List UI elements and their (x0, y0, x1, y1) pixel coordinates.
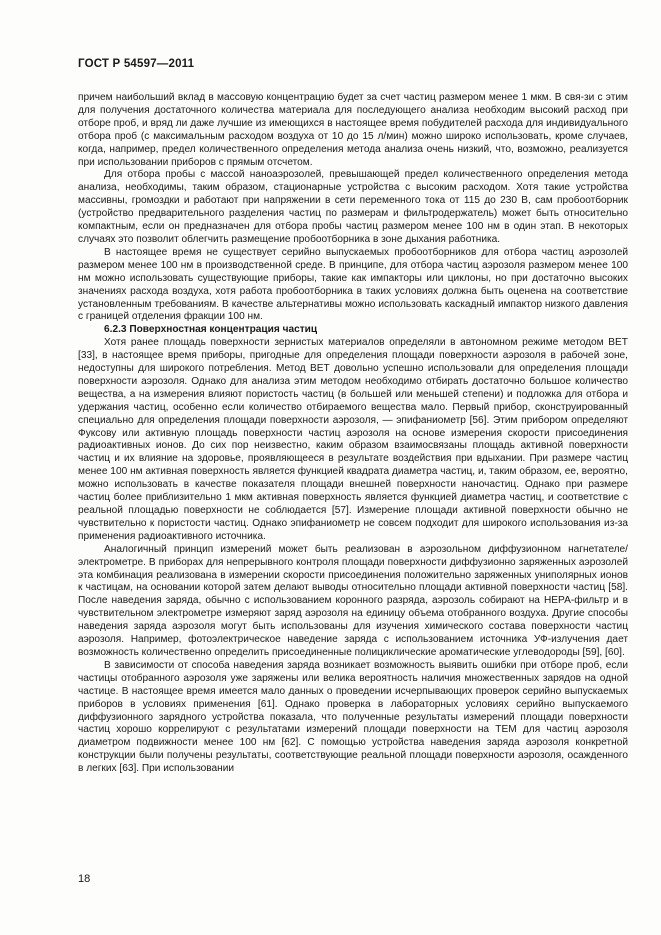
paragraph: В зависимости от способа наведения заряда возникает возможность выявить ошибки при отборе проб, если частицы отобранного аэрозоля уже заряжены или велика вероятность наличия множественных зарядов на одной частице. В настоящее время имеется мало данных о проведении исчерпывающих проверок серийно выпускаемых приборов в условиях применения [61]. Однако проверка в лабораторных условиях серийно выпускаемого диффузионного зарядного устройства показала, что полученные результаты измерений площади поверхности частиц хорошо коррелируют с результатами измерений площади поверхности на ТЕМ для частиц аэрозоля диаметром подвижности менее 100 нм [62]. С помощью устройства наведения заряда аэрозоля конкретной конструкции были получены результаты, соответствующие реальной площади поверхности аэрозоля, осажденного в легких [63]. При использовании (78, 659, 628, 775)
paragraph: Хотя ранее площадь поверхности зернистых материалов определяли в автономном режиме методом ВЕТ [33], в настоящее время приборы, пригодные для определения площади поверхности аэрозоля в рабочей зоне, недоступны для широкого потребления. Метод ВЕТ довольно успешно использовали для определения площади поверхности аэрозоля. Однако для анализа этим методом необходимо отбирать достаточно большое количество вещества, а на измерения влияют пористость частиц (в большей или меньшей степени) и подложка для отбора и удержания частиц, особенно если количество отбираемого вещества мало. Первый прибор, сконструированный специально для определения площади поверхности аэрозоля, — эпифаниометр [56]. Этим прибором определяют Фуксову или активную площадь поверхности частиц аэрозоля на основе измерения скорости присоединения радиоактивных ионов. До сих пор неизвестно, каким образом взаимосвязаны площадь активной поверхности частиц и их влияние на здоровье, проявляющееся в результате воздействия при вдыхании. При размере частиц менее 100 нм активная поверхность является функцией квадрата диаметра частиц, и, таким образом, ее, вероятно, можно использовать в качестве показателя площади внешней поверхности наночастиц. Однако при размере частиц более приблизительно 1 мкм активная поверхность является функцией диаметра частиц, и соответствие с реальной площадью поверхности не соблюдается [57]. Измерение площади активной поверхности обычно не чувствительно к пористости частиц. Однако эпифаниометр не совсем подходит для широкого использования из-за применения радиоактивного источника. (78, 337, 628, 542)
paragraph: Аналогичный принцип измерений может быть реализован в аэрозольном диффузионном нагнетателе/электрометре. В приборах для непрерывного контроля площади поверхности диффузионно заряженных аэрозолей эта комбинация реализована в измерении скорости присоединения положительно заряженных униполярных ионов к частицам, на основании которой затем делают выводы относительно площади активной поверхности частиц [58]. После наведения заряда, обычно с использованием коронного разряда, аэрозоль собирают на НЕРА-фильтр и в чувствительном электрометре измеряют заряд аэрозоля на единицу объема отобранного воздуха. Другие способы наведения заряда аэрозоля могут быть использованы для изучения химического состава поверхности частиц аэрозоля. Например, фотоэлектрическое наведение заряда с использованием источника УФ-излучения дает возможность количественно определить присоединенные полициклические ароматические углеводороды [59], [60]. (78, 543, 628, 658)
paragraph: Для отбора пробы с массой наноаэрозолей, превышающей предел количественного определения метода анализа, необходимы, таким образом, стационарные устройства с высоким расходом. Хотя такие устройства массивны, громоздки и работают при напряжении в сети переменного тока от 115 до 230 В, сам пробоотборник (устройство предварительного разделения частиц по размерам и фильтродержатель) может быть относительно компактным, если он предназначен для отбора пробы частиц размером менее 100 нм в один этап. В некоторых случаях это позволит облегчить размещение пробоотборника в зоне дыхания работника. (78, 169, 628, 245)
document-header: ГОСТ Р 54597—2011 (78, 58, 195, 70)
document-body (78, 92, 628, 776)
paragraph: причем наибольший вклад в массовую концентрацию будет за счет частиц размером менее 1 мкм. В свя-зи с этим для получения достаточного количества материала для последующего анализа необходим высокий расход при отборе проб, и вряд ли даже лучшие из имеющихся в настоящее время побудителей расхода для индивидуального отбора проб (с максимальным расходом воздуха от 10 до 15 л/мин) можно широко использовать, кроме случаев, когда, например, предел количественного определения метода анализа очень низкий, что, возможно, реализуется при использовании приборов с прямым отсчетом. (78, 92, 628, 168)
section-heading: 6.2.3 Поверхностная концентрация частиц (104, 324, 318, 336)
page-number: 18 (78, 873, 91, 885)
paragraph: В настоящее время не существует серийно выпускаемых пробоотборников для отбора частиц аэрозолей размером менее 100 нм в производственной среде. В принципе, для отбора частиц аэрозоля размером менее 100 нм можно использовать существующие приборы, такие как импакторы или циклоны, но при достаточно высоких значениях расхода воздуха, хотя работа пробоотборника в таких условиях должна быть оценена на соответствие установленным требованиям. В качестве альтернативы можно использовать каскадный импактор низкого давления с границей отделения фракции 100 нм. (78, 246, 628, 323)
